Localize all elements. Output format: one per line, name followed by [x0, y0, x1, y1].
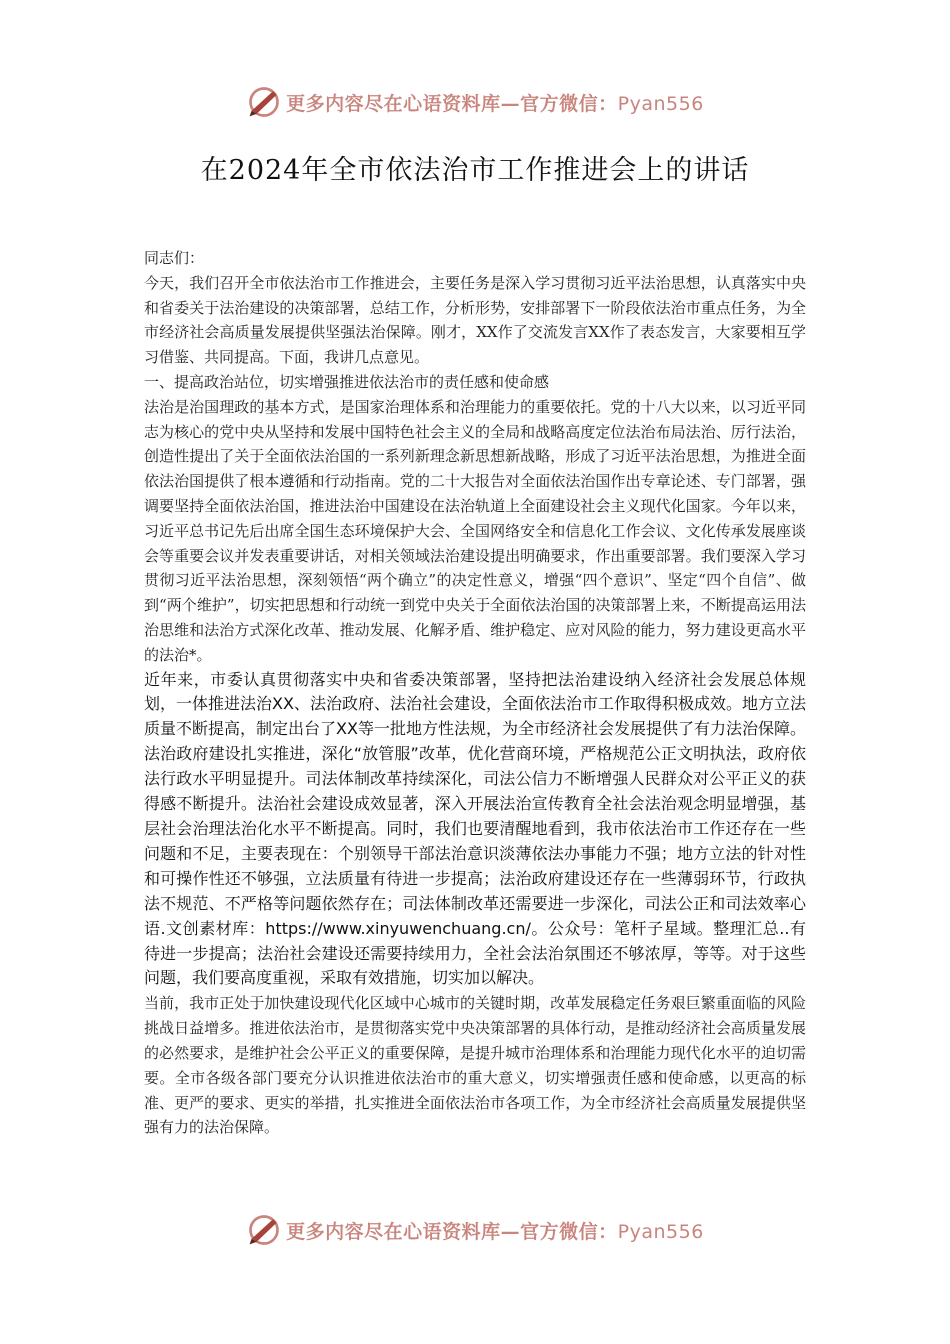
body-paragraph-bold: 近年来，市委认真贯彻落实中央和省委决策部署，坚持把法治建设纳入经济社会发展总体规划，一体推进法治XX、法治政府、法治社会建设，全面依法治市工作取得积极成效。地方立法质量不断提高，制定出台了XX等一批地方性法规，为全市经济社会发展提供了有力法治保障。法治政府建设扎实推进，深化“放管服”改革，优化营商环境，严格规范公正文明执法，政府依法行政水平明显提升。司法体制改革持续深化，司法公信力不断增强人民群众对公平正义的获得感不断提升。法治社会建设成效显著，深入开展法治宣传教育全社会法治观念明显增强，基层社会治理法治化水平不断提高。同时，我们也要清醒地看到，我市依法治市工作还存在一些问题和不足，主要表现在：个别领导干部法治意识淡薄依法办事能力不强；地方立法的针对性和可操作性还不够强，立法质量有待进一步提高；法治政府建设还存在一些薄弱环节，行政执法不规范、不严格等问题依然存在；司法体制改革还需要进一步深化，司法公正和司法效率心语.文创素材库：https://www.xinyuwenchuang.cn/。公众号：笔杆子星域。整理汇总..有待进一步提高；法治社会建设还需要持续用力，全社会法治氛围还不够浓厚，等等。对于这些问题，我们要高度重视，采取有效措施，切实加以解决。	[144, 669, 806, 988]
body-paragraph: 法治是治国理政的基本方式，是国家治理体系和治理能力的重要依托。党的十八大以来，以习近平同志为核心的党中央从坚持和发展中国特色社会主义的全局和战略高度定位法治布局法治、厉行法治，创造性提出了关于全面依法治国的一系列新理念新思想新战略，形成了习近平法治思想，为推进全面依法治国提供了根本遵循和行动指南。党的二十大报告对全面依法治国作出专章论述、专门部署，强调要坚持全面依法治国，推进法治中国建设在法治轨道上全面建设社会主义现代化国家。今年以来，习近平总书记先后出席全国生态环境保护大会、全国网络安全和信息化工作会议、文化传承发展座谈会等重要会议并发表重要讲话，对相关领域法治建设提出明确要求，作出重要部署。我们要深入学习贯彻习近平法治思想，深刻领悟“两个确立”的决定性意义，增强“四个意识”、坚定“四个自信”、做到“两个维护”，切实把思想和行动统一到党中央关于全面依法治国的决策部署上来，不断提高运用法治思维和法治方式深化改革、推动发展、化解矛盾、维护稳定、应对风险的能力，努力建设更高水平的法治*。	[144, 397, 806, 664]
document-body	[144, 246, 806, 1140]
pen-logo-icon	[246, 1212, 282, 1248]
pen-logo-icon	[246, 84, 282, 120]
greeting: 同志们：	[144, 249, 205, 267]
top-watermark-banner	[0, 82, 950, 122]
banner-text: 更多内容尽在心语资料库—官方微信：Pyan556	[286, 92, 704, 115]
page-title: 在2024年全市依法治市工作推进会上的讲话	[200, 155, 750, 186]
intro-paragraph: 今天，我们召开全市依法治市工作推进会，主要任务是深入学习贯彻习近平法治思想，认真落实中央和省委关于法治建设的决策部署，总结工作，分析形势，安排部署下一阶段依法治市重点任务，为全市经济社会高质量发展提供坚强法治保障。刚才，XX作了交流发言XX作了表态发言，大家要相互学习借鉴、共同提高。下面，我讲几点意见。	[144, 273, 806, 367]
section-heading: 一、提高政治站位，切实增强推进依法治市的责任感和使命感	[144, 372, 550, 391]
banner-text: 更多内容尽在心语资料库—官方微信：Pyan556	[286, 1220, 704, 1243]
bottom-watermark-banner	[0, 1210, 950, 1250]
body-paragraph: 当前，我市正处于加快建设现代化区域中心城市的关键时期，改革发展稳定任务艰巨繁重面临的风险挑战日益增多。推进依法治市，是贯彻落实党中央决策部署的具体行动，是推动经济社会高质量发展的必然要求，是维护社会公平正义的重要保障，是提升城市治理体系和治理能力现代化水平的迫切需要。全市各级各部门要充分认识推进依法治市的重大意义，切实增强责任感和使命感，以更高的标准、更严的要求、更实的举措，扎实推进全面依法治市各项工作，为全市经济社会高质量发展提供坚强有力的法治保障。	[144, 994, 806, 1137]
